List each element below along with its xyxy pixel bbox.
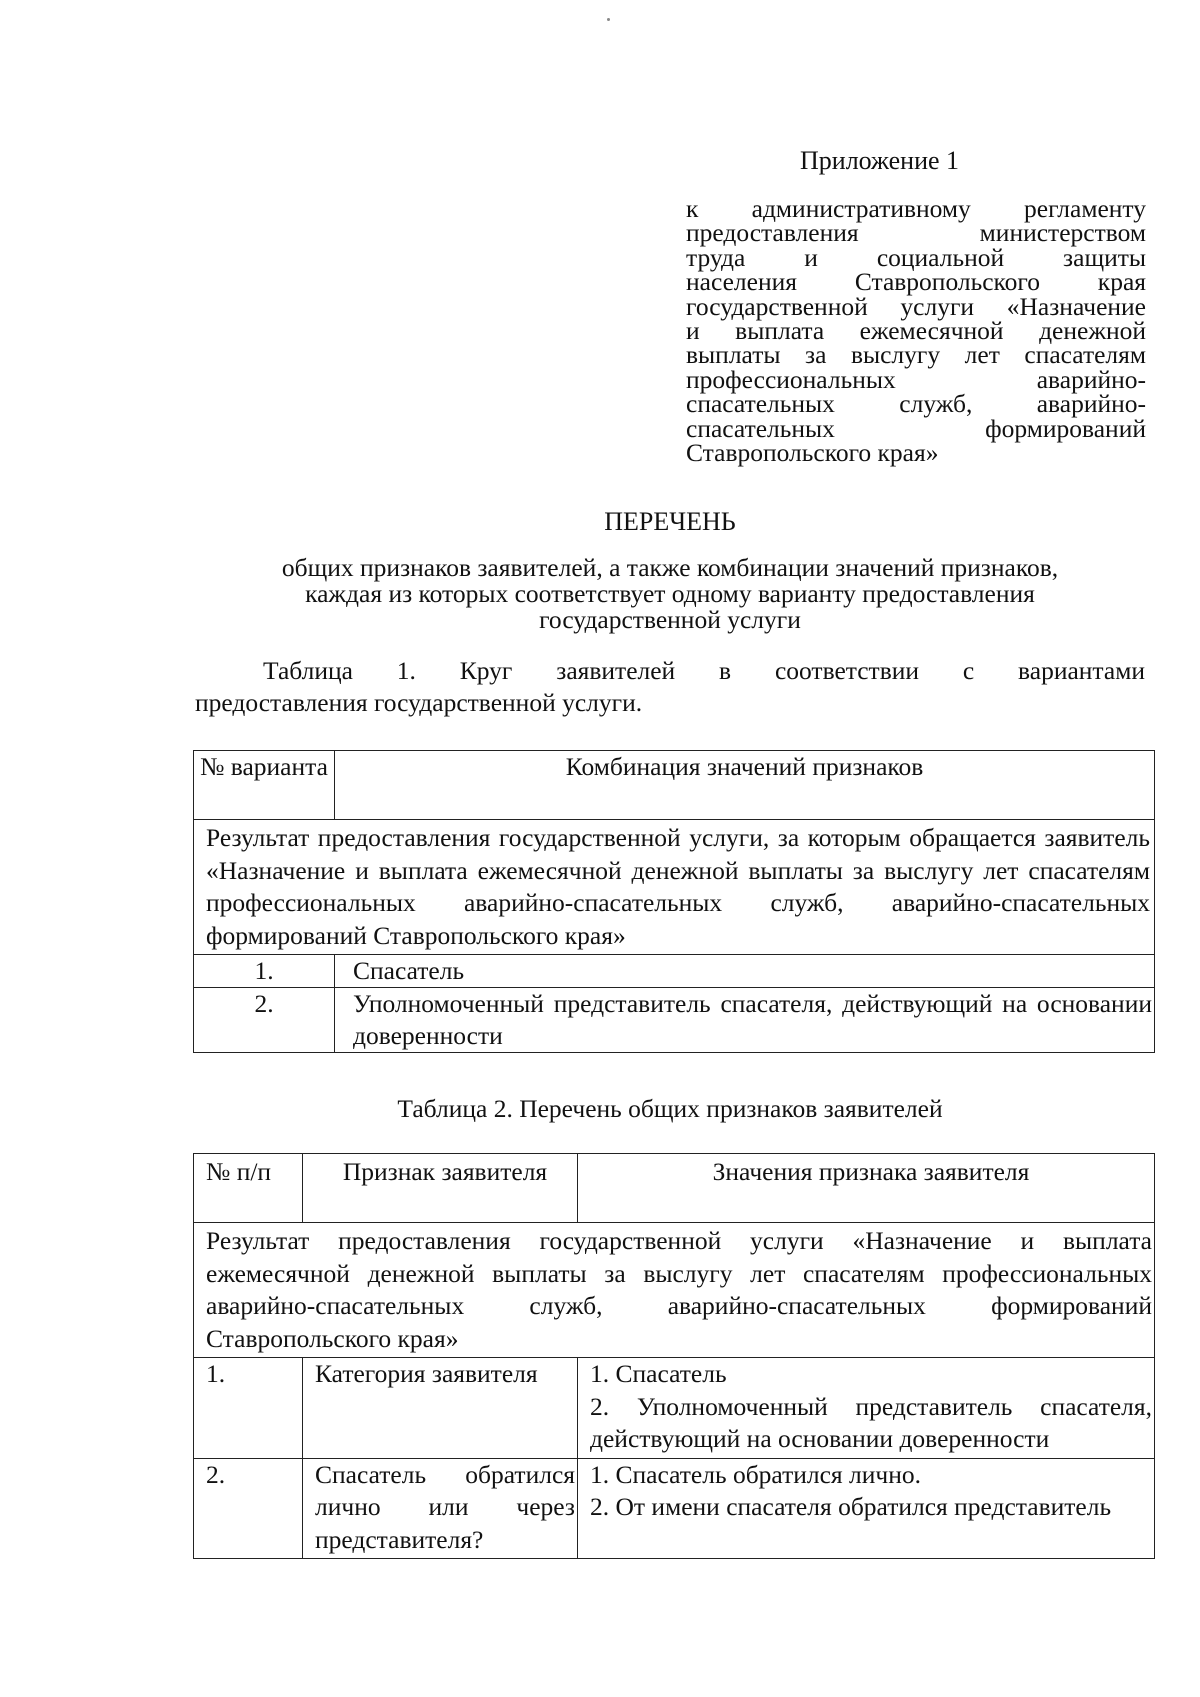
sign-value: 1. Спасатель [590,1359,727,1388]
sign-value: 1. Спасатель обратился лично. [590,1459,921,1489]
appendix-line: государственной услуги «Назначение [686,291,1146,321]
table-row [194,955,1155,988]
appendix-line: спасательных служб, аварийно- [686,389,1146,419]
variant-number: 1. [194,955,335,988]
table1-caption-line: Таблица 1. Круг заявителей в соответствии с вариантами [263,656,1145,685]
appendix-line: населения Ставропольского края [686,267,1146,297]
subtitle-line: каждая из которых соответствует одному варианту предоставления [305,579,1035,608]
result-description: Результат предоставления государственной услуги, за которым обращается заявитель «Назначение и выплата ежемесячной денежной выплаты за выслугу лет спасателям профессиональных аварийно-спасательных служб, аварийно-спасательных формирований Ставропольского края» [194,820,1155,955]
sign-values [578,1458,1155,1559]
variant-combination: Спасатель [335,955,1155,988]
item-number: 2. [194,1458,303,1559]
appendix-line: выплаты за выслугу лет спасателям [686,340,1146,370]
header-combination: Комбинация значений признаков [335,751,1155,820]
appendix-title: Приложение 1 [800,146,960,175]
scan-speck [607,18,610,21]
appendix-line: спасательных формирований [686,413,1146,443]
appendix-reference [686,194,1146,468]
applicant-variants-table [193,750,1155,1053]
appendix-line: профессиональных аварийно- [686,364,1146,394]
document-subtitle [230,555,1110,633]
table1-caption-line: предоставления государственной услуги. [195,688,643,717]
appendix-line: предоставления министерством [686,218,1146,248]
header-applicant-sign: Признак заявителя [303,1154,578,1223]
header-sign-values: Значения признака заявителя [578,1154,1155,1223]
item-number: 1. [194,1358,303,1459]
table-result-row [194,1223,1155,1358]
applicant-sign: Категория заявителя [303,1358,578,1459]
table-row [194,1358,1155,1459]
appendix-line: труда и социальной защиты [686,242,1146,272]
table2-caption: Таблица 2. Перечень общих признаков заявителей [397,1094,943,1123]
applicant-sign: Спасатель обратился лично или через представителя? [303,1458,578,1559]
header-variant-number: № варианта [194,751,335,820]
sign-value: 2. От имени спасателя обратился представитель [590,1492,1112,1521]
appendix-line: Ставропольского края» [686,438,939,468]
sign-value: 2. Уполномоченный представитель спасателя, действующий на основании доверенности [590,1391,1152,1453]
appendix-line: к административному регламенту [686,194,1146,223]
result-description: Результат предоставления государственной услуги «Назначение и выплата ежемесячной денежной выплаты за выслугу лет спасателям профессиональных аварийно-спасательных служб, аварийно-спасательных формирований Ставропольского края» [194,1223,1155,1358]
variant-combination: Уполномоченный представитель спасателя, действующий на основании доверенности [335,988,1155,1053]
header-item-number: № п/п [194,1154,303,1223]
appendix-line: и выплата ежемесячной денежной [686,316,1146,346]
subtitle-line: государственной услуги [539,605,801,634]
document-title: ПЕРЕЧЕНЬ [604,507,736,536]
variant-number: 2. [194,988,335,1053]
table-header-row [194,751,1155,820]
table-header-row [194,1154,1155,1223]
table-row [194,1458,1155,1559]
applicant-signs-table [193,1153,1155,1559]
table-row [194,988,1155,1053]
sign-values [578,1358,1155,1459]
subtitle-line: общих признаков заявителей, а также комбинации значений признаков, [281,553,1059,582]
table-result-row [194,820,1155,955]
table1-caption [195,655,1145,719]
